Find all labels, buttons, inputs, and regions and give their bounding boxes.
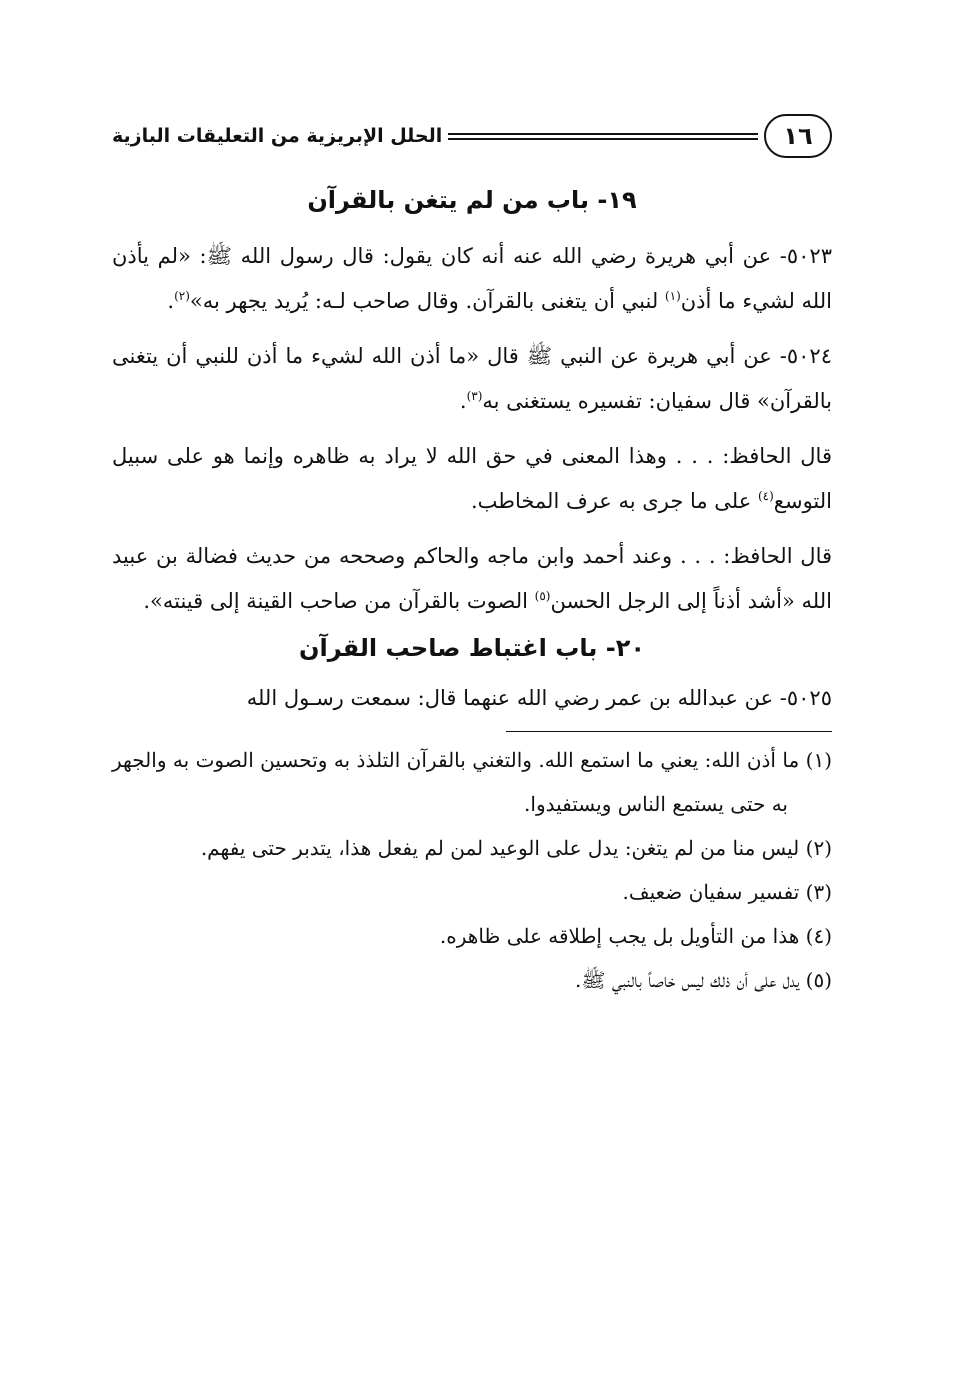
footnote-ref-4: (٤) [757, 489, 774, 503]
hadith-5023-text-a: ٥٠٢٣- عن أبي هريرة رضي الله عنه أنه كان يقول: قال رسول الله ﷺ: «لم يأذن الله لشيء ما أذن [112, 244, 832, 313]
hafiz-comment-1 [112, 434, 832, 524]
footnote-2: (٢) ليس منا من لم يتغن: يدل على الوعيد لمن لم يفعل هذا، يتدبر حتى يفهم. [200, 836, 832, 860]
footnote-ref-2: (٢) [174, 289, 190, 303]
book-page [112, 108, 832, 1002]
hadith-5023-text-b: لنبي أن يتغنى بالقرآن. وقال صاحب لـه: يُريد يجهر به» [189, 289, 665, 313]
hadith-5023 [112, 234, 832, 324]
hadith-5023-text-c: . [167, 289, 175, 313]
hafiz-comment-2-text-b: الصوت بالقرآن من صاحب القينة إلى قينته». [143, 589, 535, 613]
hafiz-comment-2-text-a: قال الحافظ: . . . وعند أحمد وابن ماجه والحاكم وصححه من حديث فضالة بن عبيد الله «أشد أذناً إلى الرجل الحسن [112, 544, 832, 613]
footnote-ref-3: (٣) [466, 389, 483, 403]
chapter-19-heading: ١٩- باب من لم يتغن بالقرآن [307, 186, 637, 214]
footnotes-section [112, 738, 832, 1002]
hadith-5024-text-b: . [459, 389, 467, 413]
footnote-4: (٤) هذا من التأويل بل يجب إطلاقه على ظاهره. [439, 924, 832, 948]
hadith-5024 [112, 334, 832, 424]
hafiz-comment-2 [112, 534, 832, 624]
footnote-ref-5: (٥) [534, 589, 551, 603]
footnote-divider [506, 731, 832, 732]
hafiz-comment-1-text-b: على ما جرى به عرف المخاطب. [470, 489, 758, 513]
chapter-20-heading: ٢٠- باب اغتباط صاحب القرآن [298, 634, 646, 662]
footnote-1: (١) ما أذن الله: يعني ما استمع الله. والتغني بالقرآن التلذذ به وتحسين الصوت به والجهر به حتى يستمع الناس ويستفيدوا. [112, 748, 832, 816]
running-header [112, 108, 832, 164]
footnote-ref-1: (١) [664, 289, 681, 303]
footnote-5: (٥) يدل على أن ذلك ليس خاصاً بالنبي ﷺ. [575, 968, 832, 992]
header-double-rule [448, 133, 758, 140]
hafiz-comment-1-text-a: قال الحافظ: . . . وهذا المعنى في حق الله لا يراد به ظاهره وإنما هو على سبيل التوسع [112, 444, 832, 513]
hadith-5025: ٥٠٢٥- عن عبدالله بن عمر رضي الله عنهما قال: سمعت رسـول الله [246, 686, 832, 710]
book-title: الحلل الإبريزية من التعليقات البازية [112, 125, 443, 147]
footnote-3: (٣) تفسير سفيان ضعيف. [622, 880, 832, 904]
hadith-5024-text-a: ٥٠٢٤- عن أبي هريرة عن النبي ﷺ قال «ما أذن الله لشيء ما أذن للنبي أن يتغنى بالقرآن» قال سفيان: تفسيره يستغنى به [112, 344, 832, 413]
page-number: ١٦ [764, 114, 832, 158]
